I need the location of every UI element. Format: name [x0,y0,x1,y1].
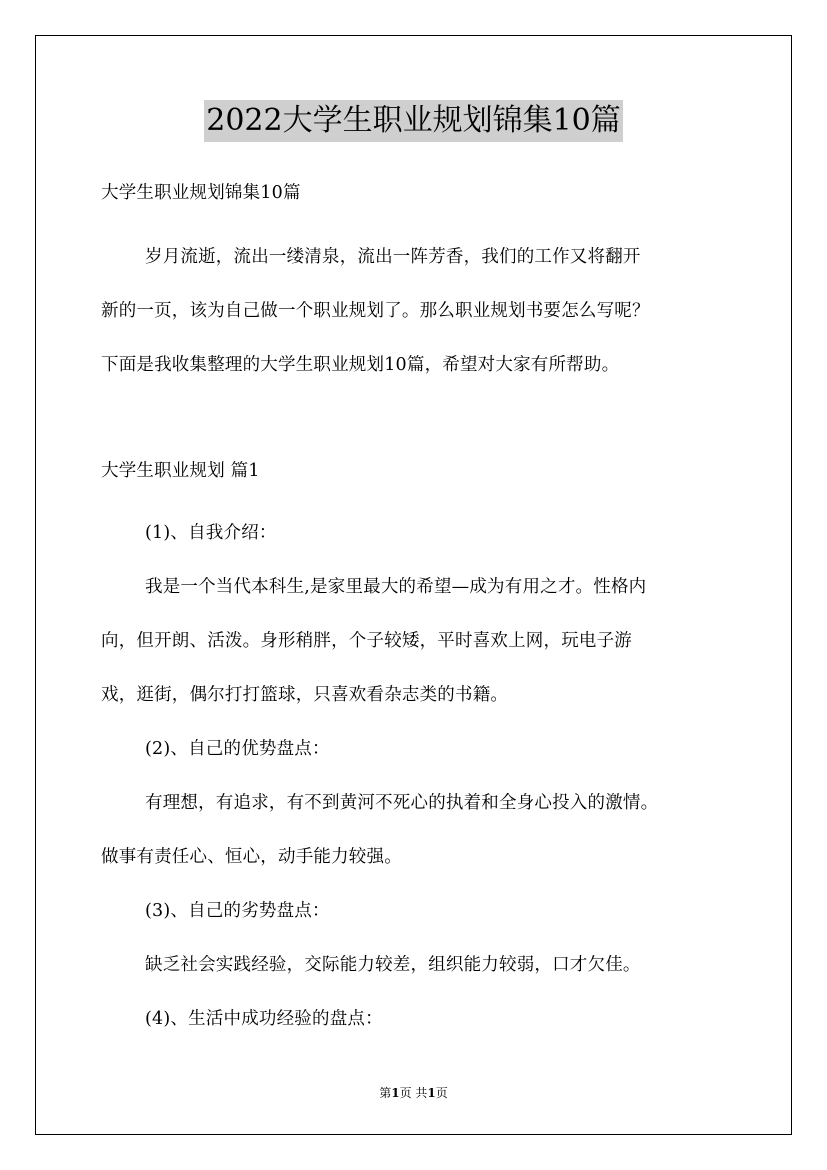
page-footer [0,1084,827,1101]
item-text-line: 戏，逛街，偶尔打打篮球，只喜欢看杂志类的书籍。 [101,685,509,705]
footer-suffix: 页 [435,1086,448,1100]
intro-line: 新的一页，该为自己做一个职业规划了。那么职业规划书要怎么写呢？ [101,301,650,321]
item-text-line: 我是一个当代本科生,是家里最大的希望—成为有用之才。性格内 [145,577,647,597]
item-text-line: 向，但开朗、活泼。身形稍胖，个子较矮，平时喜欢上网，玩电子游 [101,631,632,651]
title-container [0,100,827,142]
item-label: (3)、自己的劣势盘点： [145,901,330,921]
intro-line: 岁月流逝，流出一缕清泉，流出一阵芳香，我们的工作又将翻开 [145,247,641,267]
document-subtitle: 大学生职业规划锦集10篇 [101,183,301,203]
footer-mid: 页 共 [399,1086,428,1100]
footer-prefix: 第 [379,1086,392,1100]
item-label: (1)、自我介绍： [145,523,277,543]
footer-page-total: 1 [427,1086,436,1100]
item-text-line: 缺乏社会实践经验，交际能力较差，组织能力较弱，口才欠佳。 [145,955,641,975]
section-heading: 大学生职业规划 篇1 [101,461,260,481]
document-body [101,176,731,1046]
section-body [101,506,731,1046]
item-text-line: 做事有责任心、恒心，动手能力较强。 [101,847,402,867]
item-label: (4)、生活中成功经验的盘点： [145,1009,383,1029]
intro-paragraph [101,230,731,392]
footer-page-number: 1 [391,1086,400,1100]
document-title: 2022大学生职业规划锦集10篇 [204,100,623,142]
item-label: (2)、自己的优势盘点： [145,739,330,759]
item-text-line: 有理想，有追求，有不到黄河不死心的执着和全身心投入的激情。 [145,793,659,813]
intro-line: 下面是我收集整理的大学生职业规划10篇，希望对大家有所帮助。 [101,355,620,375]
